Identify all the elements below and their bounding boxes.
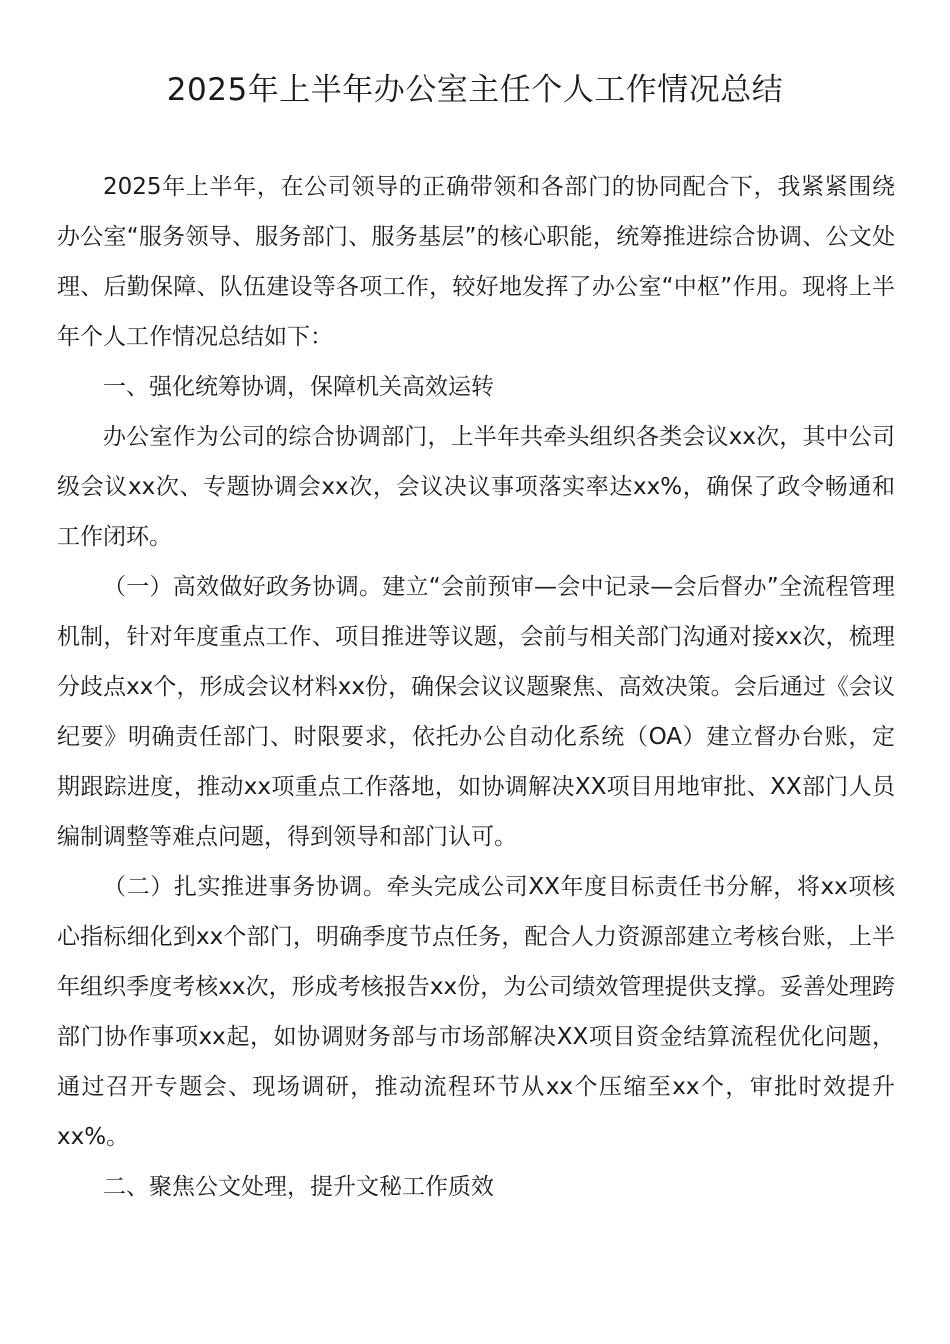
intro-paragraph: 2025年上半年，在公司领导的正确带领和各部门的协同配合下，我紧紧围绕办公室“服务领导、服务部门、服务基层”的核心职能，统筹推进综合协调、公文处理、后勤保障、队伍建设等各项工作，较好地发挥了办公室“中枢”作用。现将上半年个人工作情况总结如下： (57, 174, 895, 350)
subsection-1-2-paragraph: （二）扎实推进事务协调。牵头完成公司XX年度目标责任书分解，将xx项核心指标细化到xx个部门，明确季度节点任务，配合人力资源部建立考核台账，上半年组织季度考核xx次，形成考核报告xx份，为公司绩效管理提供支撑。妥善处理跨部门协作事项xx起，如协调财务部与市场部解决XX项目资金结算流程优化问题，通过召开专题会、现场调研，推动流程环节从xx个压缩至xx个，审批时效提升xx%。 (57, 874, 895, 1150)
document-body (57, 162, 895, 1212)
document-title: 2025年上半年办公室主任个人工作情况总结 (166, 72, 784, 108)
subsection-1-1-paragraph: （一）高效做好政务协调。建立“会前预审—会中记录—会后督办”全流程管理机制，针对年度重点工作、项目推进等议题，会前与相关部门沟通对接xx次，梳理分歧点xx个，形成会议材料xx份，确保会议议题聚焦、高效决策。会后通过《会议纪要》明确责任部门、时限要求，依托办公自动化系统（OA）建立督办台账，定期跟踪进度，推动xx项重点工作落地，如协调解决XX项目用地审批、XX部门人员编制调整等难点问题，得到领导和部门认可。 (57, 574, 895, 850)
section-1-paragraph: 办公室作为公司的综合协调部门，上半年共牵头组织各类会议xx次，其中公司级会议xx次、专题协调会xx次，会议决议事项落实率达xx%，确保了政令畅通和工作闭环。 (57, 424, 895, 550)
section-heading-1: 一、强化统筹协调，保障机关高效运转 (103, 374, 494, 400)
section-heading-2: 二、聚焦公文处理，提升文秘工作质效 (103, 1174, 494, 1200)
